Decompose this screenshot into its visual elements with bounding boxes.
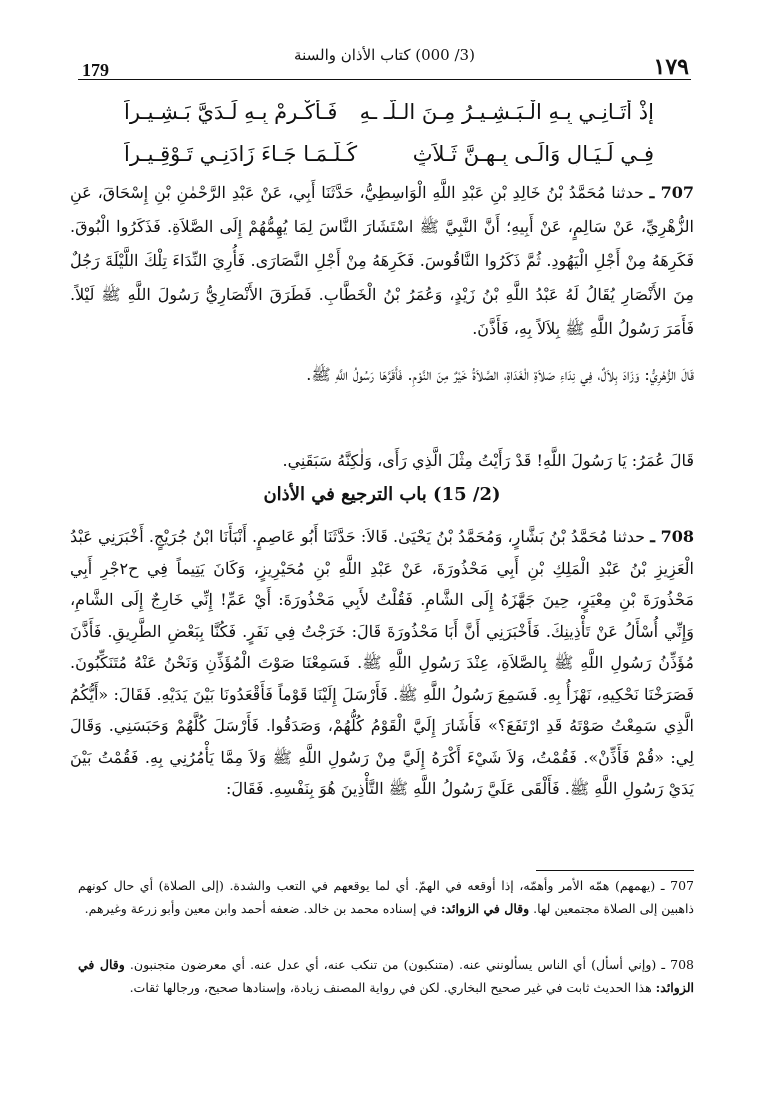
footnote-707-number: 707 ـ: [660, 878, 694, 893]
hadith-707-text: حدثنا مُحَمَّدُ بْنُ خَالِدِ بْنِ عَبْدِ اللَّهِ الْوَاسِطِيُّ، حَدَّثَنَا أَبِي، عَنْ عَبْدِ الرَّحْمٰنِ بْنِ إِسْحَاقَ، عَنِ الزُّهْرِيِّ، عَنْ سَالِمٍ، عَنْ أَبِيهِ؛ أَنَّ النَّبِيَّ ﷺ اسْتَشَارَ النَّاسَ لِمَا يُهِمُّهُمْ إِلَى الصَّلاَةِ. فَذَكَرُوا الْبُوقَ. فَكَرِهَهُ مِنْ أَجْلِ الْيَهُودِ. ثُمَّ ذَكَرُوا النَّاقُوسَ. فَكَرِهَهُ مِنْ أَجْلِ النَّصَارَى. فَأُرِيَ النِّدَاءَ تِلْكَ اللَّيْلَةَ رَجُلٌ مِنَ الأَنْصَارِ يُقَالُ لَهُ عَبْدُ اللَّهِ بْنُ زَيْدٍ، وَعُمَرُ بْنُ الْخَطَّابِ. فَطَرَقَ الأَنْصَارِيُّ رَسُولَ اللَّهِ ﷺ لَيْلاً. فَأَمَرَ رَسُولُ اللَّهِ ﷺ بِلاَلاً بِهِ، فَأَذَّنَ.: [70, 183, 695, 338]
footnote-708-zawaid-text: هذا الحديث ثابت في غير صحيح البخاري. لكن في رواية المصنف زيادة، وإسنادها صحيح، ورجالها ثقات.: [129, 980, 652, 995]
verse-2-second-hemistich: كُـلَّـمَـا جَـاءَ زَادَنِـي تَـوْقِـيـراً: [124, 142, 358, 166]
hadith-708: [70, 521, 694, 805]
running-title: (3/ 000) كتاب الأذان والسنة: [294, 46, 475, 64]
footnote-707-zawaid-text: في إسناده محمد بن خالد. ضعفه أحمد وابن معين وأبو زرعة وغيرهم.: [84, 901, 437, 916]
page-header: [78, 44, 691, 80]
page-number-latin: 179: [82, 60, 109, 80]
verse-line-1: [124, 100, 654, 124]
hadith-708-text: حدثنا مُحَمَّدُ بْنُ بَشَّارٍ، وَمُحَمَّدُ بْنُ يَحْيَىٰ. قَالاَ: حَدَّثَنَا أَبُو عَاصِمٍ. أَنْبَأَنَا ابْنُ جُرَيْجٍ. أَخْبَرَنِي عَبْدُ الْعَزِيزِ بْنُ عَبْدِ الْمَلِكِ بْنِ أَبِي مَحْذُورَةَ، عَنْ عَبْدِ اللَّهِ بْنِ مُحَيْرِيزٍ، وَكَانَ يَتِيماً فِي ح٢جْرِ أَبِي مَحْذُورَةَ بْنِ مِعْيَرٍ، حِينَ جَهَّزَهُ إِلَى الشَّامِ. فَقُلْتُ لأَبِي مَحْذُورَةَ: أَيْ عَمِّ! إِنِّي خَارِجٌ إِلَى الشَّامِ، وَإِنِّي أُسْأَلُ عَنْ تَأْذِينِكَ. فَأَخْبَرَنِي أَنَّ أَبَا مَحْذُورَةَ قَالَ: خَرَجْتُ فِي نَفَرٍ. فَكُنَّا بِبَعْضِ الطَّرِيقِ. فَأَذَّنَ مُؤَذِّنُ رَسُولِ اللَّهِ ﷺ بِالصَّلاَةِ، عِنْدَ رَسُولِ اللَّهِ ﷺ. فَسَمِعْنَا صَوْتَ الْمُؤَذِّنِ وَنَحْنُ عَنْهُ مُتَنَكِّبُونَ. فَصَرَخْنَا نَحْكِيهِ، نَهْزَأُ بِهِ. فَسَمِعَ رَسُولُ اللَّهِ ﷺ. فَأَرْسَلَ إِلَيْنَا قَوْماً فَأَقْعَدُونَا بَيْنَ يَدَيْهِ. فَقَالَ: «أَيُّكُمُ الَّذِي سَمِعْتُ صَوْتَهُ قَدِ ارْتَفَعَ؟» فَأَشَارَ إِلَيَّ الْقَوْمُ كُلُّهُمْ، وَصَدَقُوا. فَأَرْسَلَ كُلَّهُمْ وَحَبَسَنِي. وَقَالَ لِي: «قُمْ فَأَذِّنْ». فَقُمْتُ، وَلاَ شَيْءَ أَكْرَهُ إِلَيَّ مِنْ رَسُولِ اللَّهِ ﷺ وَلاَ مِمَّا يَأْمُرُنِي بِهِ. فَقُمْتُ بَيْنَ يَدَيْ رَسُولِ اللَّهِ ﷺ. فَأَلْقَى عَلَيَّ رَسُولُ اللَّهِ ﷺ التَّأْذِينَ هُوَ بِنَفْسِهِ. فَقَالَ:: [70, 527, 695, 798]
hadith-708-number: 708 ـ: [650, 527, 694, 546]
verse-1-first-hemistich: إذْ أتَـانِـي بِـهِ الْـبَـشِـيـرُ مِـنَ الـلّـ ـهِ: [359, 100, 654, 124]
footnote-707-text: (يهمهم) همّه الأمر وأهمّه، إذا أوقعه في الهمّ. أي لما يوقعهم في التعب والشدة. (إلى الصلاة) أي حال كونهم ذاهبين إلى الصلاة مجتمعين لها.: [78, 878, 694, 916]
chapter-title: (2/ 15) باب الترجيع في الأذان: [263, 484, 501, 505]
page-number-arabic: ١٧٩: [653, 54, 689, 80]
footnote-708-number: 708 ـ: [661, 957, 695, 972]
hadith-707-number: 707 ـ: [649, 183, 694, 202]
verse-2-first-hemistich: فِـي لَـيَـالٍ وَالَـى بِـهِـنَّ ثَـلاَثٍ: [412, 142, 654, 166]
header-rule: [78, 79, 691, 80]
hadith-707-umar-note: قَالَ عُمَرُ: يَا رَسُولَ اللَّهِ! قَدْ رَأَيْتُ مِثْلَ الَّذِي رَأَى، وَلٰكِنَّهُ سَبَقَنِي.: [282, 451, 694, 470]
verse-1-second-hemistich: فَـأَكْـرِمْ بِـهِ لَـدَيَّ بَـشِـيـراً: [124, 100, 338, 124]
verse-line-2: [124, 142, 654, 166]
footnote-separator: [536, 870, 694, 871]
hadith-707-zuhri-note: قَالَ الزُّهْرِيُّ: وَزَادَ بِلاَلٌ، فِي نِدَاءِ صَلاَةِ الْغَدَاةِ، الصَّلاَةُ خَيْرٌ مِنَ النَّوْمِ. فَأَقَرَّهَا رَسُولُ اللَّهِ ﷺ.: [306, 365, 694, 384]
footnote-708: [78, 953, 694, 999]
footnote-707-zawaid-label: وقال في الزوائد:: [440, 901, 530, 916]
footnote-707: [78, 874, 694, 920]
footnote-708-text: (وإني أسأل) أي الناس يسألونني عنه. (متنكبون) من تنكب عنه، أي عدل عنه. أي معرضون متجنبون.: [129, 957, 657, 972]
hadith-707: [70, 176, 694, 346]
footnote-708-zawaid-label: وقال في الزوائد:: [78, 957, 694, 995]
